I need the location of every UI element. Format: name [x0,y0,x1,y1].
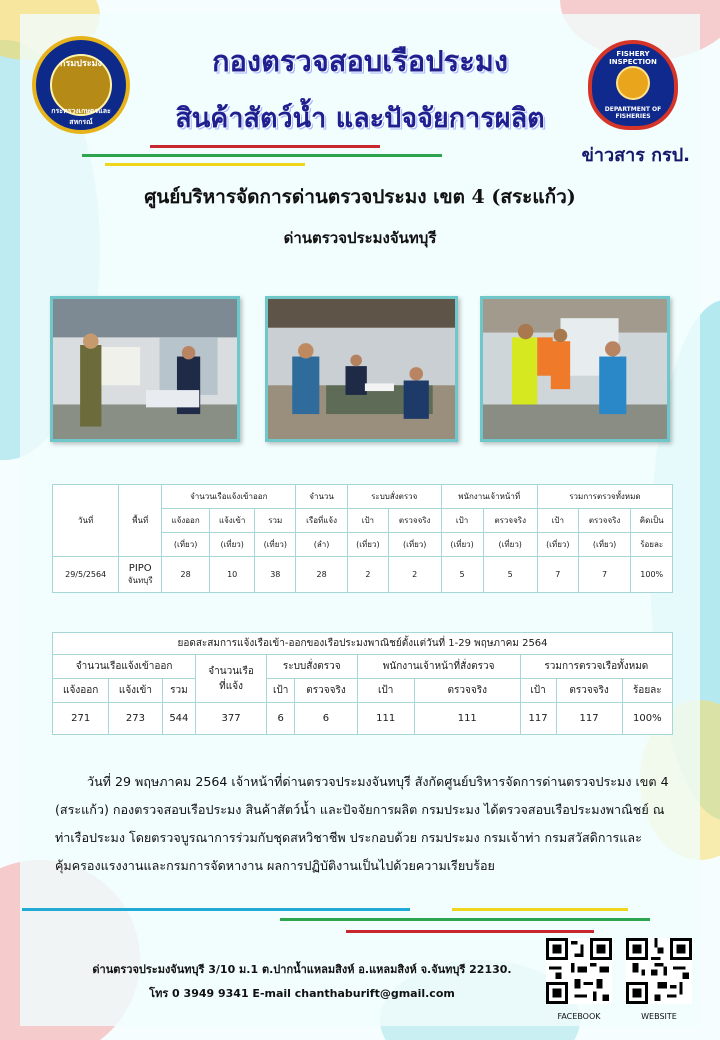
row-area-line1: PIPO [128,562,152,574]
unit-cell: (เที่ยว) [441,533,483,557]
value-cell: 38 [255,557,296,593]
unit-cell: (เที่ยว) [388,533,441,557]
header-count [196,655,267,703]
unit-cell: (เที่ยว) [347,533,388,557]
website-qr-label: WEBSITE [641,1012,677,1021]
cumulative-inspection-table [52,632,673,735]
left-logo-text-top: กรมประมง [60,59,102,69]
sub-header: แจ้งออก [162,509,210,533]
value-cell: 2 [347,557,388,593]
rule-blue-footer [22,908,410,911]
center-title: ศูนย์บริหารจัดการด่านตรวจประมง เขต 4 (สระแก้ว) [144,186,576,208]
value-cell: 377 [196,703,267,735]
unit-cell: ร้อยละ [631,533,673,557]
value-cell: 5 [483,557,537,593]
header-officer: พนักงานเจ้าหน้าที่ [441,485,537,509]
unit-cell: (เที่ยว) [537,533,578,557]
sub-header: รวม [162,679,196,703]
header-system: ระบบสั่งตรวจ [266,655,357,679]
value-cell: 2 [388,557,441,593]
sub-header: เป้า [266,679,295,703]
unit-cell: (เที่ยว) [578,533,631,557]
center-subtitle: ด่านตรวจประมงจันทบุรี [283,229,437,247]
value-cell: 6 [295,703,357,735]
value-cell: 7 [578,557,631,593]
website-qr-code[interactable] [626,938,692,1004]
right-logo-text-top: FISHERY INSPECTION [609,50,657,66]
sub-header: ตรวจจริง [556,679,622,703]
facebook-qr-label: FACEBOOK [557,1012,601,1021]
value-cell: 544 [162,703,196,735]
fishery-inspection-badge [578,40,688,130]
sub-header: เป้า [520,679,556,703]
unit-cell: (เที่ยว) [210,533,255,557]
header-total: รวมการตรวจทั้งหมด [537,485,672,509]
news-label: ข่าวสาร กรป. [581,145,690,166]
table-row [53,557,673,593]
sub-header: รวม [255,509,296,533]
unit-cell: (เที่ยว) [483,533,537,557]
rule-green-top [82,154,442,157]
cumulative-table-title: ยอดสะสมการแจ้งเรือเข้า-ออกของเรือประมงพาณิชย์ตั้งแต่วันที่ 1-29 พฤษภาคม 2564 [53,633,673,655]
header-boats: จำนวนเรือแจ้งเข้าออก [162,485,296,509]
sub-header: ตรวจจริง [388,509,441,533]
sub-header: เรือที่แจ้ง [296,509,348,533]
sub-header: ตรวจจริง [295,679,357,703]
unit-cell: (ลำ) [296,533,348,557]
rule-green-footer [280,918,650,921]
value-cell: 100% [631,557,673,593]
sub-header: ร้อยละ [622,679,672,703]
header-boats: จำนวนเรือแจ้งเข้าออก [53,655,196,679]
department-of-fisheries-logo [32,36,130,134]
photo-inspection-office [50,296,240,442]
row-area-line2: จันทบุรี [127,575,153,585]
page-title-line2: สินค้าสัตว์น้ำ และปัจจัยการผลิต [175,103,545,134]
row-area [119,557,162,593]
value-cell: 10 [210,557,255,593]
header-officer: พนักงานเจ้าหน้าที่สั่งตรวจ [357,655,520,679]
sub-header: คิดเป็น [631,509,673,533]
value-cell: 273 [109,703,162,735]
footer-contact: โทร 0 3949 9341 E-mail chanthaburift@gmail.com [149,987,455,1000]
report-paragraph: วันที่ 29 พฤษภาคม 2564 เจ้าหน้าที่ด่านตรวจประมงจันทบุรี สังกัดศูนย์บริหารจัดการด่านตรวจประมง เขต 4 (สระแก้ว) กองตรวจสอบเรือประมง สินค้าสัตว์น้ำ และปัจจัยการผลิต กรมประมง ได้ตรวจสอบเรือประมงพาณิชย์ ณ ท่าเรือประมง โดยตรวจบูรณาการร่วมกับชุดสหวิชาชีพ ประกอบด้วย กรมประมง กรมเจ้าท่า กรมสวัสดิการและคุ้มครองแรงงานและกรมการจัดหางาน ผลการปฏิบัติงานเป็นไปด้วยความเรียบร้อย [55,774,669,873]
photo-inspection-lifejackets [480,296,670,442]
value-cell: 28 [296,557,348,593]
sub-header: แจ้งออก [53,679,109,703]
sub-header: เป้า [357,679,414,703]
sub-header: แจ้งเข้า [109,679,162,703]
sub-header: เป้า [441,509,483,533]
value-cell: 6 [266,703,295,735]
rule-red-top [150,145,380,148]
rule-red-footer [346,930,594,933]
rule-yellow-top [105,163,305,166]
page-title-line1: กองตรวจสอบเรือประมง [211,44,509,78]
right-logo-text-bottom: DEPARTMENT OF FISHERIES [604,106,662,120]
row-date: 29/5/2564 [53,557,119,593]
sub-header: ตรวจจริง [414,679,520,703]
value-cell: 111 [414,703,520,735]
footer-address: ด่านตรวจประมงจันทบุรี 3/10 ม.1 ต.ปากน้ำแหลมสิงห์ อ.แหลมสิงห์ จ.จันทบุรี 22130. [92,963,512,976]
value-cell: 28 [162,557,210,593]
sub-header: แจ้งเข้า [210,509,255,533]
header-count: จำนวน [296,485,348,509]
sub-header: เป้า [537,509,578,533]
header-area: พื้นที่ [119,485,162,557]
daily-inspection-table [52,484,673,593]
value-cell: 111 [357,703,414,735]
header-total: รวมการตรวจเรือทั้งหมด [520,655,672,679]
sub-header: เป้า [347,509,388,533]
unit-cell: (เที่ยว) [255,533,296,557]
header-system: ระบบสั่งตรวจ [347,485,441,509]
value-cell: 7 [537,557,578,593]
left-logo-text-bottom: กระทรวงเกษตรและสหกรณ์ [51,107,111,126]
header [30,30,690,166]
table-row [53,703,673,735]
value-cell: 5 [441,557,483,593]
value-cell: 100% [622,703,672,735]
photo-inspection-table [265,296,458,442]
rule-yellow-footer [452,908,628,911]
sub-header: ตรวจจริง [578,509,631,533]
header-count-line2: ที่แจ้ง [219,680,243,692]
sub-header: ตรวจจริง [483,509,537,533]
header-date: วันที่ [53,485,119,557]
value-cell: 117 [520,703,556,735]
header-count-line1: จำนวนเรือ [208,665,254,677]
facebook-qr-code[interactable] [546,938,612,1004]
value-cell: 117 [556,703,622,735]
value-cell: 271 [53,703,109,735]
unit-cell: (เที่ยว) [162,533,210,557]
